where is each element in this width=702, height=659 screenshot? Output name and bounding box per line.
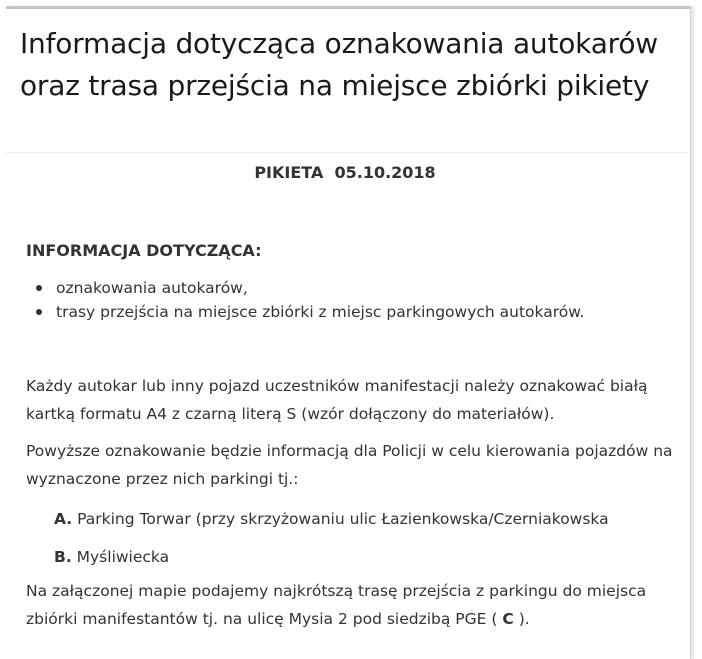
- list-item-text: trasy przejścia na miejsce zbiórki z miejsc parkingowych autokarów.: [56, 303, 585, 321]
- list-item-text: oznakowania autokarów,: [56, 279, 248, 297]
- map-paragraph-end: ).: [513, 610, 530, 628]
- event-subtitle: PIKIETA 05.10.2018: [254, 163, 436, 182]
- list-item: [56, 276, 584, 300]
- list-item: [56, 300, 584, 324]
- parking-text: Parking Torwar (przy skrzyżowaniu ulic Łazienkowska/Czerniakowska: [77, 510, 609, 528]
- meeting-point-letter: C: [502, 610, 514, 628]
- article-card: [6, 6, 691, 659]
- article-header: [6, 9, 690, 153]
- marking-paragraph: Każdy autokar lub inny pojazd uczestników manifestacji należy oznakować białą kartką formatu A4 z czarną literą S (wzór dołączony do materiałów).: [26, 377, 648, 423]
- police-paragraph: Powyższe oznakowanie będzie informacją dla Policji w celu kierowania pojazdów na wyznaczone przez nich parkingi tj.:: [26, 442, 673, 488]
- page-title: Informacja dotycząca oznakowania autokarów oraz trasa przejścia na miejsce zbiórki pikiety: [20, 27, 658, 102]
- parking-item-b: [54, 544, 169, 570]
- parking-text: Myśliwiecka: [76, 548, 170, 566]
- parking-letter: B.: [54, 548, 72, 566]
- info-heading: INFORMACJA DOTYCZĄCA:: [26, 241, 262, 260]
- map-paragraph-text: Na załączonej mapie podajemy najkrótszą trasę przejścia z parkingu do miejsca zbiórki manifestantów tj. na ulicę Mysia 2 pod siedzibą PGE (: [26, 582, 647, 628]
- bullet-icon: [36, 309, 42, 315]
- parking-item-a: [54, 506, 609, 532]
- info-bullet-list: [56, 276, 584, 324]
- map-paragraph: [26, 577, 676, 633]
- parking-letter: A.: [54, 510, 73, 528]
- bullet-icon: [36, 285, 42, 291]
